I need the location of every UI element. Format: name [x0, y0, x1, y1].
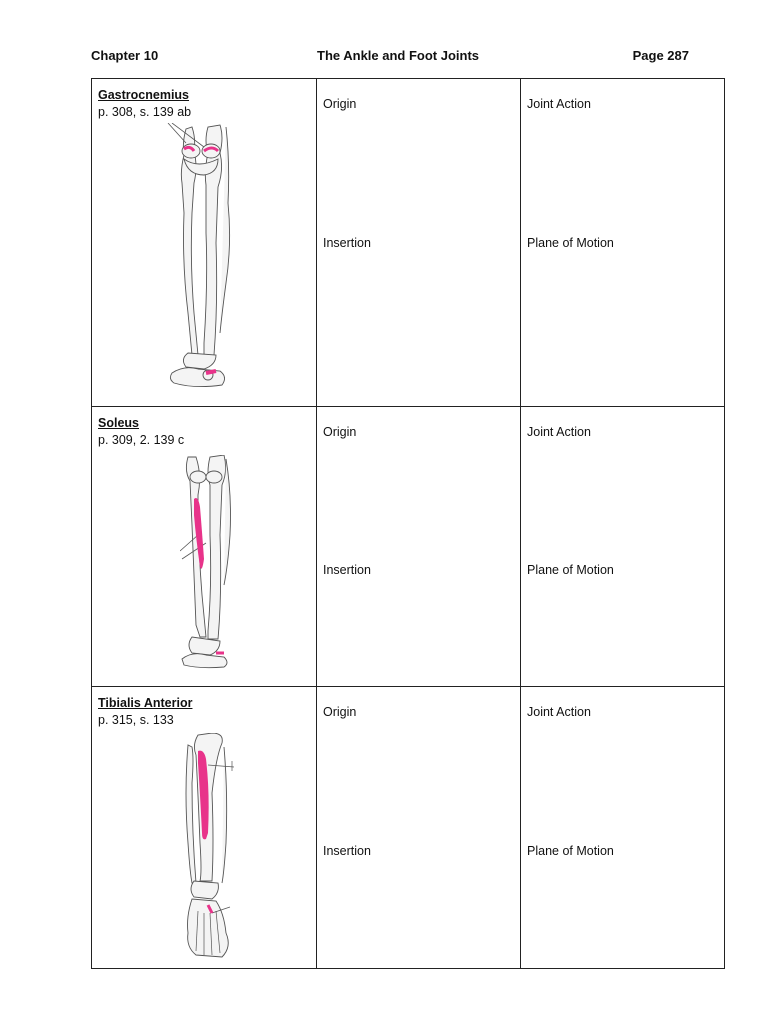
leg-anterior-tibialis-illustration: [182, 733, 242, 961]
insertion-label: Insertion: [323, 236, 371, 250]
muscle-name: Gastrocnemius: [98, 88, 190, 102]
muscle-info-cell: [92, 687, 317, 969]
plane-of-motion-label: Plane of Motion: [527, 236, 614, 250]
joint-action-label: Joint Action: [527, 425, 591, 439]
origin-insertion-cell: [317, 687, 521, 969]
chapter-label: Chapter 10: [91, 48, 159, 63]
origin-label: Origin: [323, 425, 357, 439]
muscle-reference: p. 309, 2. 139 c: [98, 433, 185, 447]
page-header: [91, 48, 689, 66]
muscle-info-cell: [92, 407, 317, 687]
plane-of-motion-label: Plane of Motion: [527, 844, 614, 858]
muscle-name: Soleus: [98, 416, 139, 430]
action-plane-cell: [521, 407, 725, 687]
muscle-table: [91, 78, 725, 969]
chapter-title: The Ankle and Foot Joints: [317, 48, 480, 63]
origin-insertion-cell: [317, 407, 521, 687]
page-number: Page 287: [632, 48, 689, 63]
insertion-label: Insertion: [323, 844, 371, 858]
muscle-row-soleus: [92, 407, 725, 687]
plane-of-motion-label: Plane of Motion: [527, 563, 614, 577]
origin-label: Origin: [323, 705, 357, 719]
muscle-info-cell: [92, 79, 317, 407]
muscle-reference: p. 315, s. 133: [98, 713, 174, 727]
muscle-row-gastrocnemius: [92, 79, 725, 407]
muscle-name: Tibialis Anterior: [98, 696, 193, 710]
joint-action-label: Joint Action: [527, 705, 591, 719]
origin-label: Origin: [323, 97, 357, 111]
muscle-reference: p. 308, s. 139 ab: [98, 105, 192, 119]
leg-posterior-soleus-illustration: [180, 455, 240, 669]
insertion-label: Insertion: [323, 563, 371, 577]
origin-insertion-cell: [317, 79, 521, 407]
joint-action-label: Joint Action: [527, 97, 591, 111]
leg-posterior-gastrocnemius-illustration: [164, 123, 254, 391]
action-plane-cell: [521, 79, 725, 407]
muscle-row-tibialis-anterior: [92, 687, 725, 969]
action-plane-cell: [521, 687, 725, 969]
